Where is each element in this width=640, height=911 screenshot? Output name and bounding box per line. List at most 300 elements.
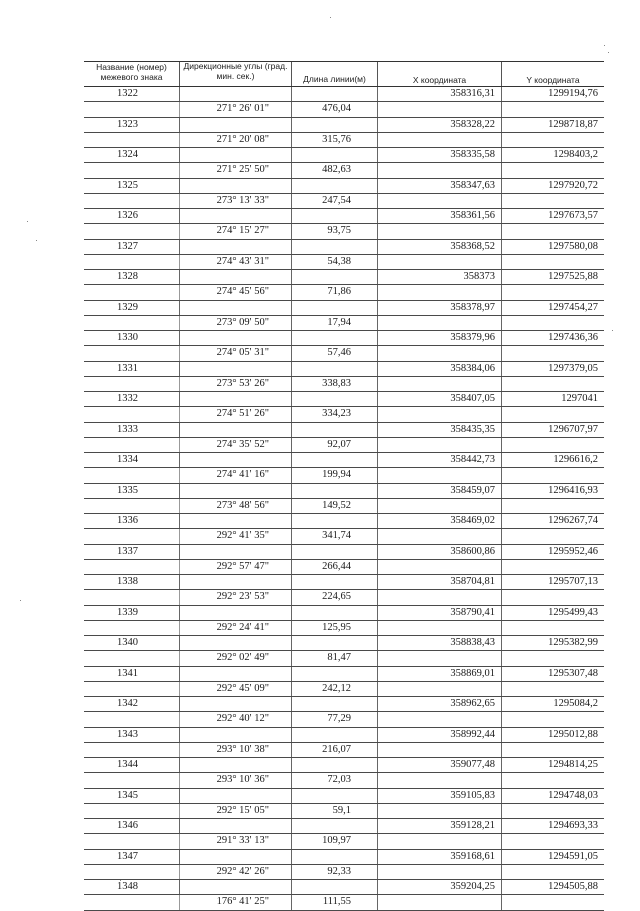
y-coordinate: 1297525,88 bbox=[548, 271, 598, 283]
table-row bbox=[84, 179, 604, 194]
empty-cell bbox=[292, 697, 378, 711]
empty-cell bbox=[502, 560, 604, 574]
empty-cell bbox=[378, 529, 502, 543]
table-row bbox=[84, 453, 604, 468]
x-coordinate: 358459,07 bbox=[378, 484, 502, 498]
x-coordinate: 359077,48 bbox=[378, 758, 502, 772]
scan-speck bbox=[27, 221, 28, 222]
empty-cell bbox=[84, 194, 180, 208]
direction-angle: 292° 15' 05" bbox=[180, 804, 292, 818]
table-row bbox=[84, 850, 604, 865]
direction-angle: 273° 53' 26" bbox=[180, 377, 292, 391]
empty-cell bbox=[378, 407, 502, 421]
direction-angle: 292° 57' 47" bbox=[180, 560, 292, 574]
empty-cell bbox=[292, 636, 378, 650]
point-name: 1324 bbox=[84, 148, 180, 162]
empty-cell bbox=[378, 224, 502, 238]
y-coordinate: 1295084,2 bbox=[553, 698, 598, 710]
table-row bbox=[84, 895, 604, 910]
direction-angle: 292° 23' 53" bbox=[180, 590, 292, 604]
empty-cell bbox=[378, 682, 502, 696]
empty-cell bbox=[292, 667, 378, 681]
x-coordinate: 358869,01 bbox=[378, 667, 502, 681]
empty-cell bbox=[180, 209, 292, 223]
x-coordinate: 358442,73 bbox=[378, 453, 502, 467]
x-coordinate: 359168,61 bbox=[378, 850, 502, 864]
table-row bbox=[84, 667, 604, 682]
empty-cell bbox=[502, 773, 604, 787]
point-name: 1343 bbox=[84, 728, 180, 742]
table-row bbox=[84, 392, 604, 407]
x-coordinate: 358962,65 bbox=[378, 697, 502, 711]
table-row bbox=[84, 438, 604, 453]
empty-cell bbox=[502, 834, 604, 848]
line-length: 77,29 bbox=[292, 712, 378, 726]
direction-angle: 293° 10' 36" bbox=[180, 773, 292, 787]
y-coordinate: 1297580,08 bbox=[548, 240, 598, 252]
empty-cell bbox=[502, 285, 604, 299]
y-coordinate: 1295499,43 bbox=[548, 606, 598, 618]
line-length: 92,33 bbox=[292, 865, 378, 879]
empty-cell bbox=[502, 895, 604, 909]
empty-cell bbox=[292, 179, 378, 193]
empty-cell bbox=[292, 423, 378, 437]
empty-cell bbox=[292, 545, 378, 559]
x-coordinate: 358469,02 bbox=[378, 514, 502, 528]
y-coordinate: 1298403,2 bbox=[553, 149, 598, 161]
point-name: 1339 bbox=[84, 606, 180, 620]
point-name: 1322 bbox=[84, 87, 180, 101]
table-row bbox=[84, 285, 604, 300]
table-row bbox=[84, 560, 604, 575]
x-coordinate: 358704,81 bbox=[378, 575, 502, 589]
point-name: 1323 bbox=[84, 118, 180, 132]
empty-cell bbox=[84, 804, 180, 818]
direction-angle: 274° 15' 27" bbox=[180, 224, 292, 238]
y-coordinate: 1299194,76 bbox=[548, 88, 598, 100]
x-coordinate: 358407,05 bbox=[378, 392, 502, 406]
line-length: 109,97 bbox=[292, 834, 378, 848]
line-length: 81,47 bbox=[292, 651, 378, 665]
empty-cell bbox=[292, 819, 378, 833]
empty-cell bbox=[84, 895, 180, 909]
y-coordinate: 1297454,27 bbox=[548, 301, 598, 313]
x-coordinate: 358373 bbox=[378, 270, 502, 284]
direction-angle: 292° 41' 35" bbox=[180, 529, 292, 543]
empty-cell bbox=[292, 453, 378, 467]
table-row bbox=[84, 423, 604, 438]
header-y: Y координата bbox=[526, 74, 580, 85]
table-row bbox=[84, 529, 604, 544]
empty-cell bbox=[180, 453, 292, 467]
point-name: 1331 bbox=[84, 362, 180, 376]
empty-cell bbox=[292, 575, 378, 589]
empty-cell bbox=[378, 712, 502, 726]
empty-cell bbox=[180, 606, 292, 620]
table-row bbox=[84, 148, 604, 163]
empty-cell bbox=[180, 179, 292, 193]
table-row bbox=[84, 697, 604, 712]
empty-cell bbox=[502, 651, 604, 665]
table-row bbox=[84, 621, 604, 636]
point-name: 1334 bbox=[84, 453, 180, 467]
empty-cell bbox=[378, 377, 502, 391]
empty-cell bbox=[378, 590, 502, 604]
empty-cell bbox=[180, 880, 292, 894]
empty-cell bbox=[84, 529, 180, 543]
y-coordinate: 1294693,33 bbox=[548, 820, 598, 832]
empty-cell bbox=[84, 743, 180, 757]
empty-cell bbox=[502, 621, 604, 635]
empty-cell bbox=[502, 804, 604, 818]
table-row bbox=[84, 255, 604, 270]
empty-cell bbox=[502, 590, 604, 604]
y-coordinate: 1294591,05 bbox=[548, 850, 598, 862]
empty-cell bbox=[378, 163, 502, 177]
empty-cell bbox=[502, 316, 604, 330]
empty-cell bbox=[292, 789, 378, 803]
point-name: 1325 bbox=[84, 179, 180, 193]
empty-cell bbox=[84, 621, 180, 635]
line-length: 54,38 bbox=[292, 255, 378, 269]
empty-cell bbox=[292, 240, 378, 254]
table-row bbox=[84, 514, 604, 529]
table-row bbox=[84, 545, 604, 560]
x-coordinate: 358361,56 bbox=[378, 209, 502, 223]
table-row bbox=[84, 575, 604, 590]
empty-cell bbox=[84, 560, 180, 574]
empty-cell bbox=[378, 194, 502, 208]
empty-cell bbox=[292, 331, 378, 345]
empty-cell bbox=[180, 148, 292, 162]
empty-cell bbox=[292, 362, 378, 376]
empty-cell bbox=[180, 697, 292, 711]
empty-cell bbox=[378, 895, 502, 909]
line-length: 216,07 bbox=[292, 743, 378, 757]
table-row bbox=[84, 606, 604, 621]
empty-cell bbox=[292, 850, 378, 864]
empty-cell bbox=[84, 773, 180, 787]
y-coordinate: 1294814,25 bbox=[548, 759, 598, 771]
empty-cell bbox=[180, 392, 292, 406]
y-coordinate: 1294505,88 bbox=[548, 881, 598, 893]
point-name: 1345 bbox=[84, 789, 180, 803]
empty-cell bbox=[502, 224, 604, 238]
scan-speck bbox=[604, 45, 605, 46]
table-row bbox=[84, 789, 604, 804]
table-row bbox=[84, 834, 604, 849]
empty-cell bbox=[84, 346, 180, 360]
point-name: 1340 bbox=[84, 636, 180, 650]
y-coordinate: 1294748,03 bbox=[548, 789, 598, 801]
direction-angle: 271° 25' 50" bbox=[180, 163, 292, 177]
empty-cell bbox=[502, 255, 604, 269]
table-row bbox=[84, 865, 604, 880]
line-length: 341,74 bbox=[292, 529, 378, 543]
x-coordinate: 358368,52 bbox=[378, 240, 502, 254]
y-coordinate: 1295012,88 bbox=[548, 728, 598, 740]
empty-cell bbox=[84, 499, 180, 513]
line-length: 476,04 bbox=[292, 102, 378, 116]
table-row bbox=[84, 804, 604, 819]
table-row bbox=[84, 773, 604, 788]
empty-cell bbox=[502, 102, 604, 116]
empty-cell bbox=[378, 468, 502, 482]
table-row bbox=[84, 346, 604, 361]
line-length: 334,23 bbox=[292, 407, 378, 421]
x-coordinate: 358384,06 bbox=[378, 362, 502, 376]
empty-cell bbox=[292, 484, 378, 498]
empty-cell bbox=[292, 209, 378, 223]
empty-cell bbox=[180, 362, 292, 376]
empty-cell bbox=[180, 789, 292, 803]
empty-cell bbox=[502, 682, 604, 696]
scan-speck bbox=[20, 600, 21, 601]
empty-cell bbox=[180, 423, 292, 437]
point-name: 1327 bbox=[84, 240, 180, 254]
point-name: 1342 bbox=[84, 697, 180, 711]
direction-angle: 292° 40' 12" bbox=[180, 712, 292, 726]
direction-angle: 273° 48' 56" bbox=[180, 499, 292, 513]
empty-cell bbox=[378, 255, 502, 269]
point-name: 1338 bbox=[84, 575, 180, 589]
empty-cell bbox=[502, 346, 604, 360]
x-coordinate: 359204,25 bbox=[378, 880, 502, 894]
empty-cell bbox=[502, 712, 604, 726]
header-x: X координата bbox=[378, 62, 502, 86]
empty-cell bbox=[84, 468, 180, 482]
empty-cell bbox=[502, 529, 604, 543]
line-length: 338,83 bbox=[292, 377, 378, 391]
direction-angle: 271° 20' 08" bbox=[180, 133, 292, 147]
y-coordinate: 1296707,97 bbox=[548, 423, 598, 435]
y-coordinate: 1297041 bbox=[561, 393, 598, 405]
x-coordinate: 358335,58 bbox=[378, 148, 502, 162]
empty-cell bbox=[180, 819, 292, 833]
point-name: 1348 bbox=[84, 880, 180, 894]
y-coordinate: 1298718,87 bbox=[548, 118, 598, 130]
empty-cell bbox=[180, 301, 292, 315]
point-name: 1335 bbox=[84, 484, 180, 498]
table-row bbox=[84, 590, 604, 605]
line-length: 315,76 bbox=[292, 133, 378, 147]
direction-angle: 274° 45' 56" bbox=[180, 285, 292, 299]
empty-cell bbox=[292, 758, 378, 772]
line-length: 242,12 bbox=[292, 682, 378, 696]
empty-cell bbox=[84, 865, 180, 879]
x-coordinate: 359105,83 bbox=[378, 789, 502, 803]
line-length: 71,86 bbox=[292, 285, 378, 299]
empty-cell bbox=[378, 621, 502, 635]
empty-cell bbox=[292, 118, 378, 132]
empty-cell bbox=[180, 667, 292, 681]
x-coordinate: 358435,35 bbox=[378, 423, 502, 437]
direction-angle: 293° 10' 38" bbox=[180, 743, 292, 757]
x-coordinate: 358992,44 bbox=[378, 728, 502, 742]
empty-cell bbox=[292, 514, 378, 528]
empty-cell bbox=[180, 270, 292, 284]
empty-cell bbox=[180, 850, 292, 864]
scan-speck bbox=[612, 330, 613, 331]
point-name: 1337 bbox=[84, 545, 180, 559]
header-length: Длина линии(м) bbox=[292, 62, 378, 86]
empty-cell bbox=[378, 133, 502, 147]
direction-angle: 274° 51' 26" bbox=[180, 407, 292, 421]
table-row bbox=[84, 636, 604, 651]
table-row bbox=[84, 194, 604, 209]
table-row bbox=[84, 224, 604, 239]
empty-cell bbox=[502, 407, 604, 421]
x-coordinate: 359128,21 bbox=[378, 819, 502, 833]
table-row bbox=[84, 880, 604, 895]
table-row bbox=[84, 270, 604, 285]
table-row bbox=[84, 682, 604, 697]
table-row bbox=[84, 240, 604, 255]
table-row bbox=[84, 301, 604, 316]
empty-cell bbox=[378, 865, 502, 879]
direction-angle: 274° 43' 31" bbox=[180, 255, 292, 269]
header-angle: Дирекционные углы (град. мин. сек.) bbox=[180, 62, 292, 86]
line-length: 125,95 bbox=[292, 621, 378, 635]
x-coordinate: 358600,86 bbox=[378, 545, 502, 559]
empty-cell bbox=[378, 651, 502, 665]
empty-cell bbox=[378, 773, 502, 787]
y-coordinate: 1297379,05 bbox=[548, 362, 598, 374]
scan-speck bbox=[36, 240, 37, 241]
empty-cell bbox=[378, 499, 502, 513]
table-row bbox=[84, 316, 604, 331]
table-row bbox=[84, 118, 604, 133]
empty-cell bbox=[292, 270, 378, 284]
point-name: 1341 bbox=[84, 667, 180, 681]
empty-cell bbox=[84, 712, 180, 726]
table-row bbox=[84, 133, 604, 148]
table-row bbox=[84, 331, 604, 346]
empty-cell bbox=[180, 331, 292, 345]
empty-cell bbox=[180, 545, 292, 559]
line-length: 111,55 bbox=[292, 895, 378, 909]
point-name: 1330 bbox=[84, 331, 180, 345]
direction-angle: 292° 24' 41" bbox=[180, 621, 292, 635]
table-row bbox=[84, 163, 604, 178]
empty-cell bbox=[84, 651, 180, 665]
x-coordinate: 358379,96 bbox=[378, 331, 502, 345]
empty-cell bbox=[378, 438, 502, 452]
scan-speck bbox=[330, 17, 331, 18]
scan-speck bbox=[608, 52, 609, 53]
direction-angle: 271° 26' 01" bbox=[180, 102, 292, 116]
empty-cell bbox=[84, 682, 180, 696]
empty-cell bbox=[292, 728, 378, 742]
empty-cell bbox=[378, 560, 502, 574]
table-row bbox=[84, 362, 604, 377]
empty-cell bbox=[502, 499, 604, 513]
empty-cell bbox=[292, 301, 378, 315]
header-name: Название (номер) межевого знака bbox=[84, 62, 180, 86]
empty-cell bbox=[84, 133, 180, 147]
y-coordinate: 1297920,72 bbox=[548, 179, 598, 191]
empty-cell bbox=[378, 316, 502, 330]
point-name: 1347 bbox=[84, 850, 180, 864]
empty-cell bbox=[378, 102, 502, 116]
direction-angle: 292° 42' 26" bbox=[180, 865, 292, 879]
direction-angle: 274° 35' 52" bbox=[180, 438, 292, 452]
empty-cell bbox=[84, 377, 180, 391]
empty-cell bbox=[292, 392, 378, 406]
y-coordinate: 1296416,93 bbox=[548, 484, 598, 496]
table-row bbox=[84, 407, 604, 422]
direction-angle: 274° 41' 16" bbox=[180, 468, 292, 482]
x-coordinate: 358347,63 bbox=[378, 179, 502, 193]
x-coordinate: 358316,31 bbox=[378, 87, 502, 101]
line-length: 72,03 bbox=[292, 773, 378, 787]
empty-cell bbox=[84, 438, 180, 452]
x-coordinate: 358328,22 bbox=[378, 118, 502, 132]
empty-cell bbox=[84, 316, 180, 330]
table-row bbox=[84, 819, 604, 834]
empty-cell bbox=[292, 148, 378, 162]
point-name: 1346 bbox=[84, 819, 180, 833]
table-row bbox=[84, 499, 604, 514]
line-length: 93,75 bbox=[292, 224, 378, 238]
table-row bbox=[84, 743, 604, 758]
line-length: 57,46 bbox=[292, 346, 378, 360]
point-name: 1333 bbox=[84, 423, 180, 437]
empty-cell bbox=[180, 87, 292, 101]
point-name: 1332 bbox=[84, 392, 180, 406]
empty-cell bbox=[378, 804, 502, 818]
empty-cell bbox=[180, 758, 292, 772]
y-coordinate: 1295707,13 bbox=[548, 576, 598, 588]
empty-cell bbox=[292, 606, 378, 620]
direction-angle: 291° 33' 13" bbox=[180, 834, 292, 848]
x-coordinate: 358838,43 bbox=[378, 636, 502, 650]
empty-cell bbox=[84, 224, 180, 238]
empty-cell bbox=[180, 575, 292, 589]
y-coordinate: 1297436,36 bbox=[548, 332, 598, 344]
direction-angle: 274° 05' 31" bbox=[180, 346, 292, 360]
empty-cell bbox=[378, 285, 502, 299]
y-coordinate: 1295382,99 bbox=[548, 637, 598, 649]
empty-cell bbox=[502, 468, 604, 482]
empty-cell bbox=[292, 87, 378, 101]
point-name: 1328 bbox=[84, 270, 180, 284]
line-length: 92,07 bbox=[292, 438, 378, 452]
empty-cell bbox=[84, 834, 180, 848]
direction-angle: 176° 41' 25" bbox=[180, 895, 292, 909]
y-coordinate: 1295952,46 bbox=[548, 545, 598, 557]
empty-cell bbox=[180, 728, 292, 742]
table-row bbox=[84, 651, 604, 666]
table-row bbox=[84, 102, 604, 117]
y-coordinate: 1296616,2 bbox=[553, 454, 598, 466]
table-row bbox=[84, 712, 604, 727]
empty-cell bbox=[84, 407, 180, 421]
empty-cell bbox=[292, 880, 378, 894]
table-row bbox=[84, 377, 604, 392]
empty-cell bbox=[180, 240, 292, 254]
line-length: 199,94 bbox=[292, 468, 378, 482]
line-length: 224,65 bbox=[292, 590, 378, 604]
empty-cell bbox=[180, 118, 292, 132]
line-length: 149,52 bbox=[292, 499, 378, 513]
empty-cell bbox=[180, 636, 292, 650]
line-length: 59,1 bbox=[292, 804, 378, 818]
y-coordinate: 1295307,48 bbox=[548, 667, 598, 679]
table-row bbox=[84, 484, 604, 499]
direction-angle: 273° 09' 50" bbox=[180, 316, 292, 330]
empty-cell bbox=[84, 255, 180, 269]
